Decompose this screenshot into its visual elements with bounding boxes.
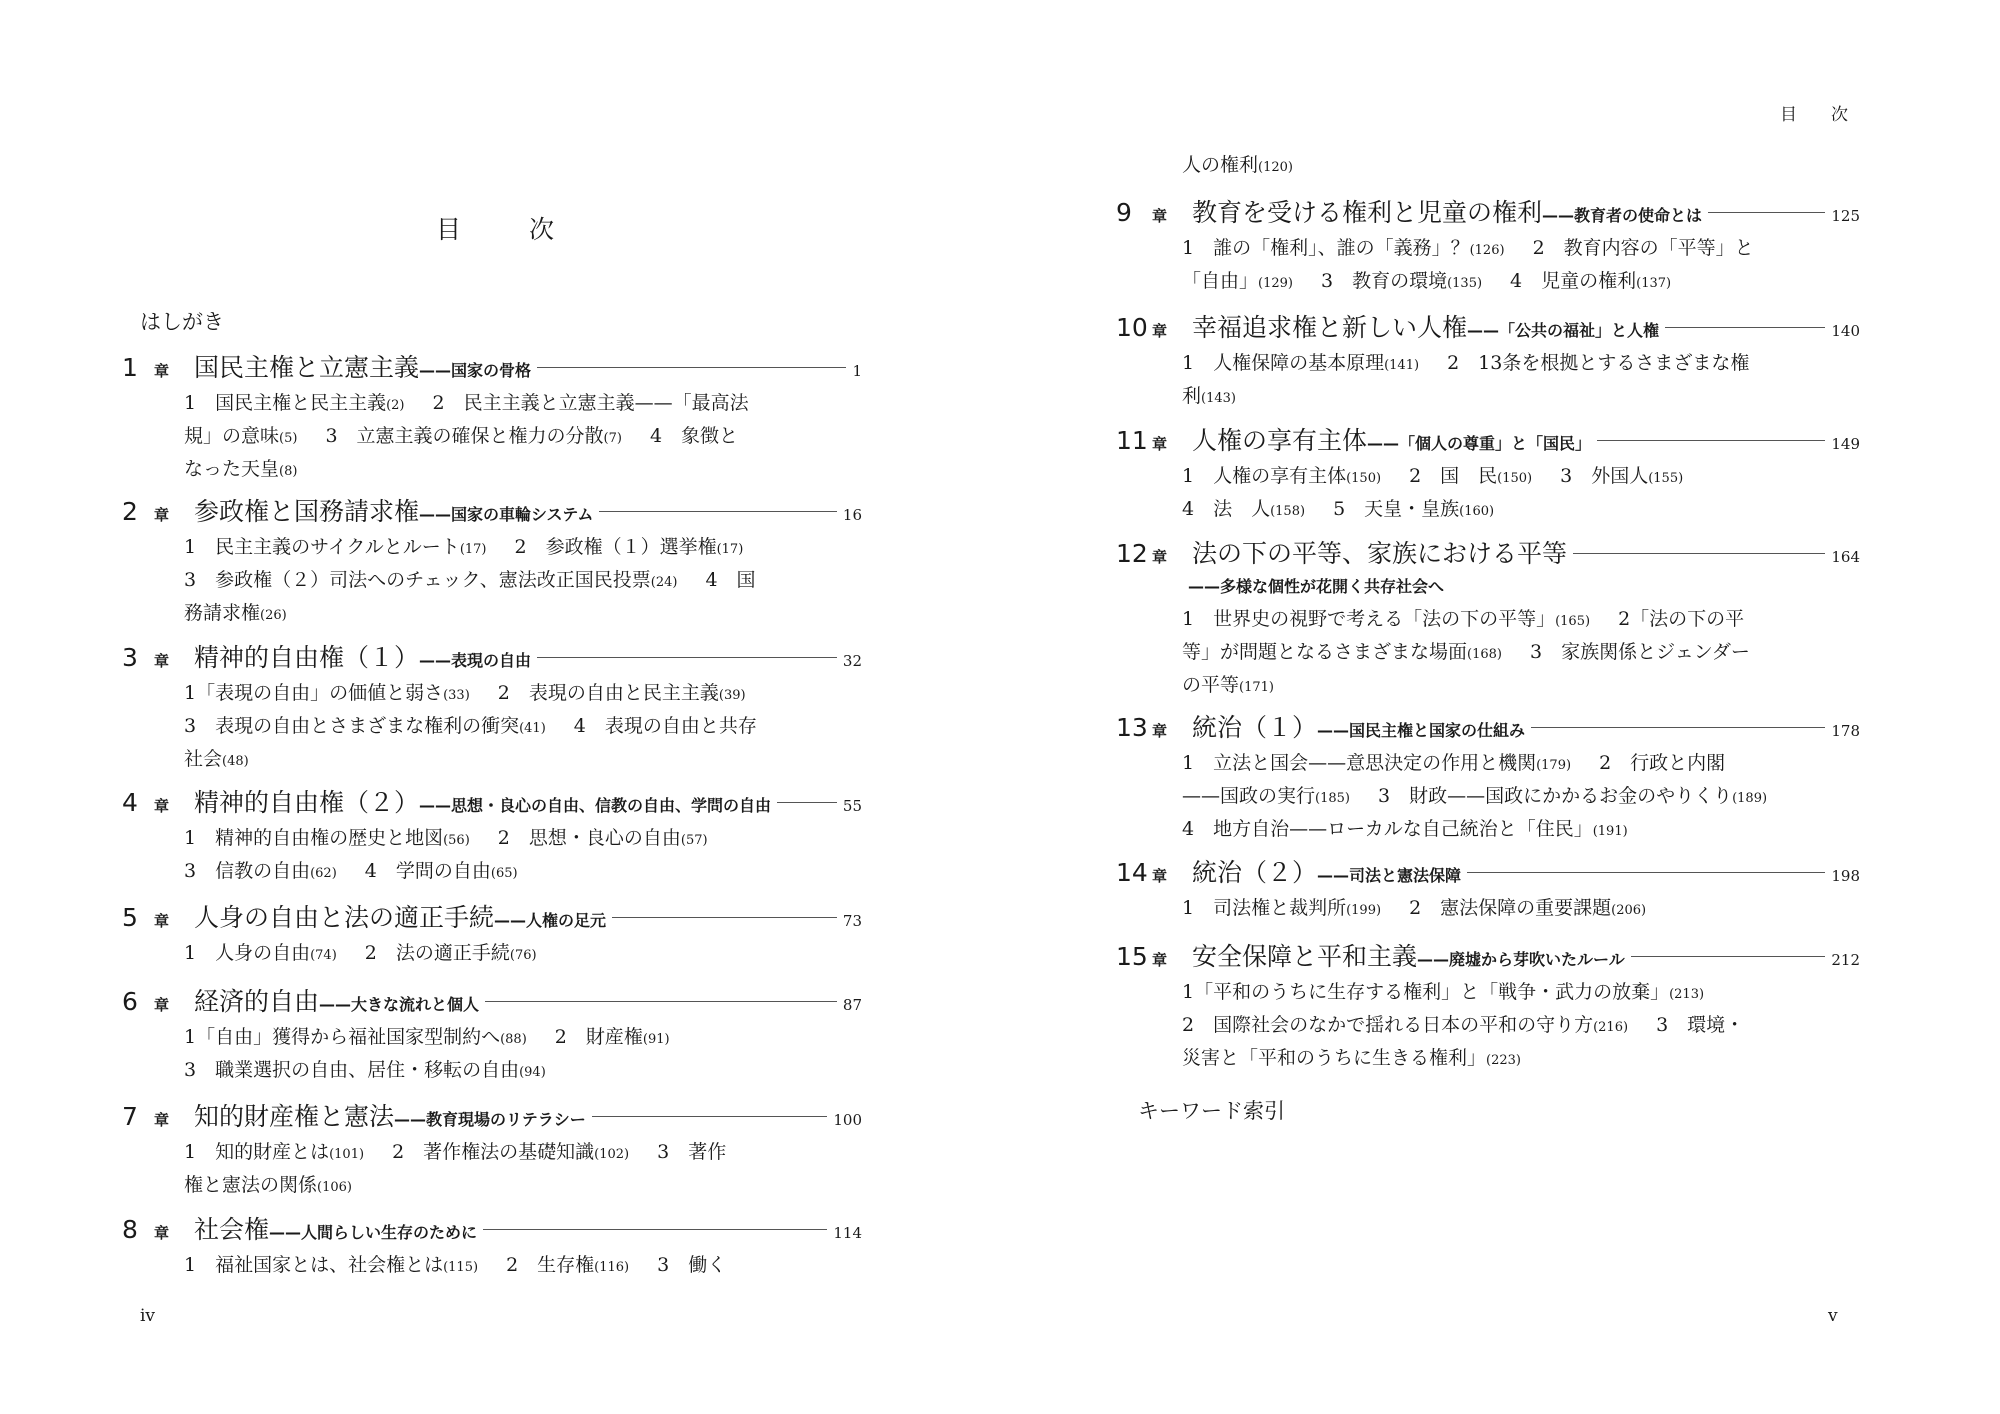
dot-leader [1573,553,1825,554]
section-list [122,678,862,777]
chapter-page-number: 100 [833,1111,862,1129]
chapter-heading [1116,708,1860,746]
section-page-number: (106) [317,1180,352,1195]
chapter-mark: 章 [154,652,170,670]
section-entry: 3 立憲主義の確保と権力の分散 [325,425,604,447]
section-list [122,388,862,487]
chapter-subtitle: ——「公共の福祉」と人権 [1467,321,1660,340]
section-line [1182,1043,1818,1076]
section-line [184,1022,826,1055]
chapter-page-number: 32 [842,652,862,670]
toc-chapter-15 [1116,937,1860,1076]
chapter-mark: 章 [154,506,170,524]
chapter-subtitle: ——教育現場のリテラシー [394,1110,586,1129]
section-line [1182,977,1818,1010]
section-page-number: (57) [680,833,708,848]
chapter-number: 9 [1116,198,1132,227]
section-line [1182,604,1818,637]
section-page-number: (150) [1346,471,1382,486]
section-entry: 規」の意味 [184,425,280,447]
section-page-number: (39) [718,688,746,703]
chapter-heading [122,348,862,386]
chapter-mark: 章 [1152,435,1168,453]
section-line [1182,748,1818,781]
section-entry: 1「表現の自由」の価値と弱さ [184,682,444,704]
section-entry: 2 表現の自由と民主主義 [497,682,719,704]
section-page-number: (94) [519,1065,546,1080]
chapter-subtitle: ——表現の自由 [419,651,532,670]
toc-chapter-5 [122,898,862,971]
folio-left: iv [140,1306,156,1326]
section-entry: 4 表現の自由と共存 [573,715,757,737]
section-line [1182,637,1818,670]
section-entry: の平等 [1182,674,1240,696]
section-line [1182,266,1818,299]
chapter-page-number: 73 [842,912,862,930]
section-page-number: (206) [1611,903,1647,918]
chapter-mark: 章 [1152,722,1168,740]
chapter-number: 12 [1116,539,1148,568]
section-line [1182,1010,1818,1043]
section-page-number: (88) [500,1032,527,1047]
section-page-number: (101) [329,1147,365,1162]
section-entry: ——国政の実行 [1182,785,1316,807]
chapter-heading [122,1097,862,1135]
chapter-heading [122,492,862,530]
chapter-subtitle: ——国民主権と国家の仕組み [1317,721,1526,740]
section-entry: 等」が問題となるさまざまな場面 [1182,641,1468,663]
section-page-number: (17) [459,542,487,557]
section-entry: 権と憲法の関係 [184,1174,318,1196]
chapter-title: 人権の享有主体 [1192,426,1368,455]
chapter-mark: 章 [154,797,170,815]
chapter-heading [1116,937,1860,975]
chapter-page-number: 149 [1831,435,1860,453]
section-list [1116,233,1860,299]
toc-chapter-11 [1116,421,1860,527]
chapter-number: 2 [122,497,138,526]
chapter-title: 国民主権と立憲主義 [194,353,420,382]
toc-chapter-12 [1116,534,1860,703]
section-page-number: (223) [1486,1053,1521,1068]
section-page-number: (65) [490,866,518,881]
chapter-subtitle: ——「個人の尊重」と「国民」 [1367,434,1592,453]
chapter-title: 社会権 [194,1215,270,1244]
section-list [122,823,862,889]
section-entry: 3 家族関係とジェンダー [1529,641,1750,663]
dot-leader [1597,440,1825,441]
section-entry: 3 信教の自由 [184,860,311,882]
chapter-mark: 章 [1152,322,1168,340]
section-entry: 3 職業選択の自由、居住・移転の自由 [184,1059,520,1081]
chapter-number: 6 [122,987,138,1016]
dot-leader [1631,956,1826,957]
chapter-page-number: 55 [842,797,862,815]
chapter-title: 精神的自由権（２） [194,788,420,817]
chapter-page-number: 1 [852,362,862,380]
section-entry: 1 知的財産とは [184,1141,330,1163]
dot-leader [1708,212,1825,213]
folio-right: v [1828,1306,1838,1326]
section-entry: 1 精神的自由権の歴史と地図 [184,827,444,849]
chapter-mark: 章 [154,362,170,380]
section-line [184,744,826,777]
section-entry: 1 人権保障の基本原理 [1182,352,1385,374]
chapter-heading [1116,308,1860,346]
section-entry: 社会 [184,748,223,770]
section-line [1182,781,1818,814]
chapter-mark: 章 [1152,867,1168,885]
chapter-title: 幸福追求権と新しい人権 [1192,313,1468,342]
section-page-number: (24) [650,575,678,590]
section-entry: 3 財政——国政にかかるお金のやりくり [1377,785,1733,807]
toc-chapter-2 [122,492,862,631]
section-line [1182,494,1818,527]
section-page-number: (7) [603,431,622,446]
section-entry: 4 児童の権利 [1510,270,1637,292]
toc-chapter-3 [122,638,862,777]
chapter-title: 法の下の平等、家族における平等 [1192,539,1568,568]
chapter-heading [1116,534,1860,572]
chapter-subtitle: ——多様な個性が花開く共存社会へ [1188,577,1445,596]
section-line [184,823,826,856]
section-list [1116,461,1860,527]
section-line [1182,893,1818,926]
chapter-page-number: 164 [1831,548,1860,566]
chapter-heading [1116,421,1860,459]
section-entry: 4 法 人 [1182,498,1271,520]
dot-leader [537,367,846,368]
section-page-number: (189) [1732,791,1768,806]
section-line [184,1137,826,1170]
chapter-heading [1116,193,1860,231]
section-entry: 4 象徴と [649,425,739,447]
section-entry: 3 環境・ [1656,1014,1745,1036]
section-entry: 2 思想・良心の自由 [497,827,681,849]
section-page-number: (74) [310,948,337,963]
section-page-number: (158) [1270,504,1306,519]
section-entry: なった天皇 [184,458,280,480]
toc-chapter-14 [1116,853,1860,926]
section-page-number: (62) [310,866,337,881]
section-page-number: (2) [386,398,405,413]
section-entry: 「自由」 [1182,270,1259,292]
section-page-number: (56) [443,833,470,848]
section-page-number: (8) [279,464,298,479]
section-list [1116,604,1860,703]
chapter-subtitle: ——教育者の使命とは [1542,206,1703,225]
section-entry: 1 誰の「権利」、誰の「義務」？ [1182,237,1470,259]
chapter-title: 教育を受ける権利と児童の権利 [1192,198,1543,227]
section-entry: 災害と「平和のうちに生きる権利」 [1182,1047,1487,1069]
dot-leader [1467,872,1825,873]
chapter-subtitle: ——思想・良心の自由、信教の自由、学問の自由 [419,796,772,815]
chapter-page-number: 16 [842,506,862,524]
dot-leader [1665,327,1825,328]
chapter-number: 11 [1116,426,1148,455]
section-entry: 1「自由」獲得から福祉国家型制約へ [184,1026,501,1048]
chapter-heading [122,982,862,1020]
chapter-title: 統治（２） [1192,858,1318,887]
section-line [184,678,826,711]
chapter-heading [122,898,862,936]
section-line [184,711,826,744]
section-line [184,598,826,631]
section-page-number: (5) [279,431,298,446]
section-page-number: (91) [642,1032,670,1047]
toc-chapter-7 [122,1097,862,1203]
chapter-number: 8 [122,1215,138,1244]
section-entry: 1「平和のうちに生存する権利」と「戦争・武力の放棄」 [1182,981,1670,1003]
section-page-number: (155) [1648,471,1684,486]
chapter-mark: 章 [154,1111,170,1129]
section-line [1182,348,1818,381]
section-entry: 1 世界史の視野で考える「法の下の平等」 [1182,608,1556,630]
section-list [1116,748,1860,847]
section-page-number: (199) [1346,903,1382,918]
chapter-subtitle: ——人権の足元 [494,911,607,930]
toc-chapter-9 [1116,193,1860,299]
chapter-mark: 章 [1152,548,1168,566]
section-entry: 2 生存権 [506,1254,595,1276]
chapter-page-number: 114 [833,1224,862,1242]
section-line [184,856,826,889]
dot-leader [537,657,837,658]
section-entry: 2 国際社会のなかで揺れる日本の平和の守り方 [1182,1014,1594,1036]
section-page-number: (126) [1469,243,1505,258]
section-entry: 2 13条を根拠とするさまざまな権 [1447,352,1750,374]
section-entry: 2 著作権法の基礎知識 [392,1141,595,1163]
chapter-page-number: 178 [1831,722,1860,740]
section-entry: 3 働く [657,1254,727,1276]
chapter-heading [1116,853,1860,891]
section-entry: 4 学問の自由 [364,860,491,882]
chapter-subtitle: ——人間らしい生存のために [269,1223,478,1242]
chapter-title: 知的財産権と憲法 [194,1102,395,1131]
section-line [184,1170,826,1203]
keyword-index-entry: キーワード索引 [1138,1099,1285,1123]
chapter-title: 経済的自由 [194,987,320,1016]
chapter-mark: 章 [154,996,170,1014]
chapter-number: 4 [122,788,138,817]
toc-title: 目 次 [436,215,555,244]
chapter-number: 13 [1116,713,1148,742]
section-line [1182,233,1818,266]
chapter-number: 5 [122,903,138,932]
chapter-page-number: 140 [1831,322,1860,340]
section-entry: 2 憲法保障の重要課題 [1409,897,1612,919]
section-page-number: (165) [1555,614,1591,629]
toc-chapter-4 [122,783,862,889]
chapter-subtitle: ——廃墟から芽吹いたルール [1417,950,1625,969]
section-list [1116,893,1860,926]
section-entry: 務請求権 [184,602,261,624]
section-page-number: (102) [594,1147,630,1162]
section-line [184,388,826,421]
section-list [1116,977,1860,1076]
section-line [1182,814,1818,847]
chapter-mark: 章 [1152,951,1168,969]
section-page-number: (179) [1536,758,1572,773]
chapter-number: 1 [122,353,138,382]
toc-chapter-1 [122,348,862,487]
dot-leader [599,511,836,512]
section-page-number: (76) [509,948,537,963]
section-entry: 3 参政権（２）司法へのチェック、憲法改正国民投票 [184,569,651,591]
section-page-number: (135) [1447,276,1483,291]
section-entry: 2「法の下の平 [1618,608,1745,630]
section-page-number: (137) [1636,276,1672,291]
section-list [122,938,862,971]
chapter-number: 7 [122,1102,138,1131]
section-entry: 1 立法と国会——意思決定の作用と機関 [1182,752,1537,774]
section-entry: 5 天皇・皇族 [1333,498,1460,520]
chapter-heading [122,1210,862,1248]
section-line [1182,381,1818,414]
section-line [184,421,826,454]
running-header: 目 次 [1780,105,1848,125]
chapter-subtitle: ——国家の骨格 [419,361,532,380]
chapter-number: 10 [1116,313,1148,342]
chapter-subtitle: ——大きな流れと個人 [319,995,480,1014]
chapter-mark: 章 [1152,207,1168,225]
toc-chapter-10 [1116,308,1860,414]
section-line [1182,461,1818,494]
dot-leader [485,1001,837,1002]
dot-leader [483,1229,827,1230]
chapter-title: 参政権と国務請求権 [194,497,420,526]
toc-chapter-6 [122,982,862,1088]
section-list [122,1250,862,1283]
preface-entry: はしがき [140,310,224,334]
section-entry: 利 [1182,385,1202,407]
dot-leader [777,802,837,803]
section-page-number: (129) [1258,276,1293,291]
chapter-number: 14 [1116,858,1148,887]
section-entry: 4 地方自治——ローカルな自己統治と「住民」 [1182,818,1593,840]
section-entry: 4 国 [705,569,756,591]
chapter-title: 統治（１） [1192,713,1318,742]
section-page-number: (216) [1593,1020,1629,1035]
section-page-number: (150) [1497,471,1533,486]
section-page-number: (141) [1384,358,1420,373]
section-entry: 2 行政と内閣 [1599,752,1726,774]
chapter-mark: 章 [154,1224,170,1242]
chapter-title: 精神的自由権（１） [194,643,420,672]
section-entry: 2 民主主義と立憲主義——「最高法 [432,392,749,414]
section-line [1182,670,1818,703]
section-entry: 3 著作 [657,1141,727,1163]
section-entry: 3 外国人 [1560,465,1649,487]
section-entry: 3 教育の環境 [1320,270,1448,292]
section-list [1116,348,1860,414]
carry-over-line: 人の権利(120) [1182,154,1293,176]
chapter-page-number: 87 [842,996,862,1014]
chapter-title: 安全保障と平和主義 [1192,942,1418,971]
section-entry: 2 教育内容の「平等」と [1532,237,1754,259]
section-page-number: (160) [1459,504,1495,519]
section-page-number: (213) [1669,987,1705,1002]
section-line [184,938,826,971]
chapter-mark: 章 [154,912,170,930]
section-page-number: (168) [1467,647,1502,662]
section-entry: 1 人身の自由 [184,942,311,964]
chapter-subtitle: ——司法と憲法保障 [1317,866,1462,885]
section-line [184,454,826,487]
section-page-number: (17) [716,542,744,557]
section-entry: 1 民主主義のサイクルとルート [184,536,460,558]
chapter-heading [122,783,862,821]
section-page-number: (41) [519,721,546,736]
section-entry: 1 国民主権と民主主義 [184,392,387,414]
section-line [184,565,826,598]
section-page-number: (143) [1201,391,1236,406]
section-entry: 1 人権の享有主体 [1182,465,1347,487]
section-line [184,1250,826,1283]
section-page-number: (191) [1592,824,1628,839]
section-entry: 1 福祉国家とは、社会権とは [184,1254,444,1276]
chapter-page-number: 198 [1831,867,1860,885]
chapter-page-number: 212 [1831,951,1860,969]
section-page-number: (171) [1239,680,1274,695]
section-page-number: (116) [594,1260,630,1275]
toc-chapter-8 [122,1210,862,1283]
section-page-number: (48) [222,754,249,769]
section-entry: 2 法の適正手続 [364,942,510,964]
right-page [1000,0,2000,1414]
dot-leader [612,917,837,918]
section-list [122,532,862,631]
chapter-subtitle: ——国家の車輪システム [419,505,594,524]
section-entry: 2 財産権 [554,1026,643,1048]
section-entry: 2 参政権（１）選挙権 [514,536,717,558]
section-entry: 2 国 民 [1409,465,1498,487]
section-page-number: (33) [443,688,470,703]
section-list [122,1137,862,1203]
section-entry: 3 表現の自由とさまざまな権利の衝突 [184,715,520,737]
chapter-heading [122,638,862,676]
section-page-number: (26) [260,608,287,623]
section-line [184,1055,826,1088]
section-page-number: (185) [1315,791,1350,806]
chapter-page-number: 125 [1831,207,1860,225]
dot-leader [592,1116,828,1117]
section-page-number: (115) [443,1260,479,1275]
section-list [122,1022,862,1088]
chapter-number: 3 [122,643,138,672]
section-line [184,532,826,565]
chapter-title: 人身の自由と法の適正手続 [194,903,495,932]
chapter-number: 15 [1116,942,1148,971]
toc-chapter-13 [1116,708,1860,847]
section-entry: 1 司法権と裁判所 [1182,897,1347,919]
dot-leader [1531,727,1825,728]
